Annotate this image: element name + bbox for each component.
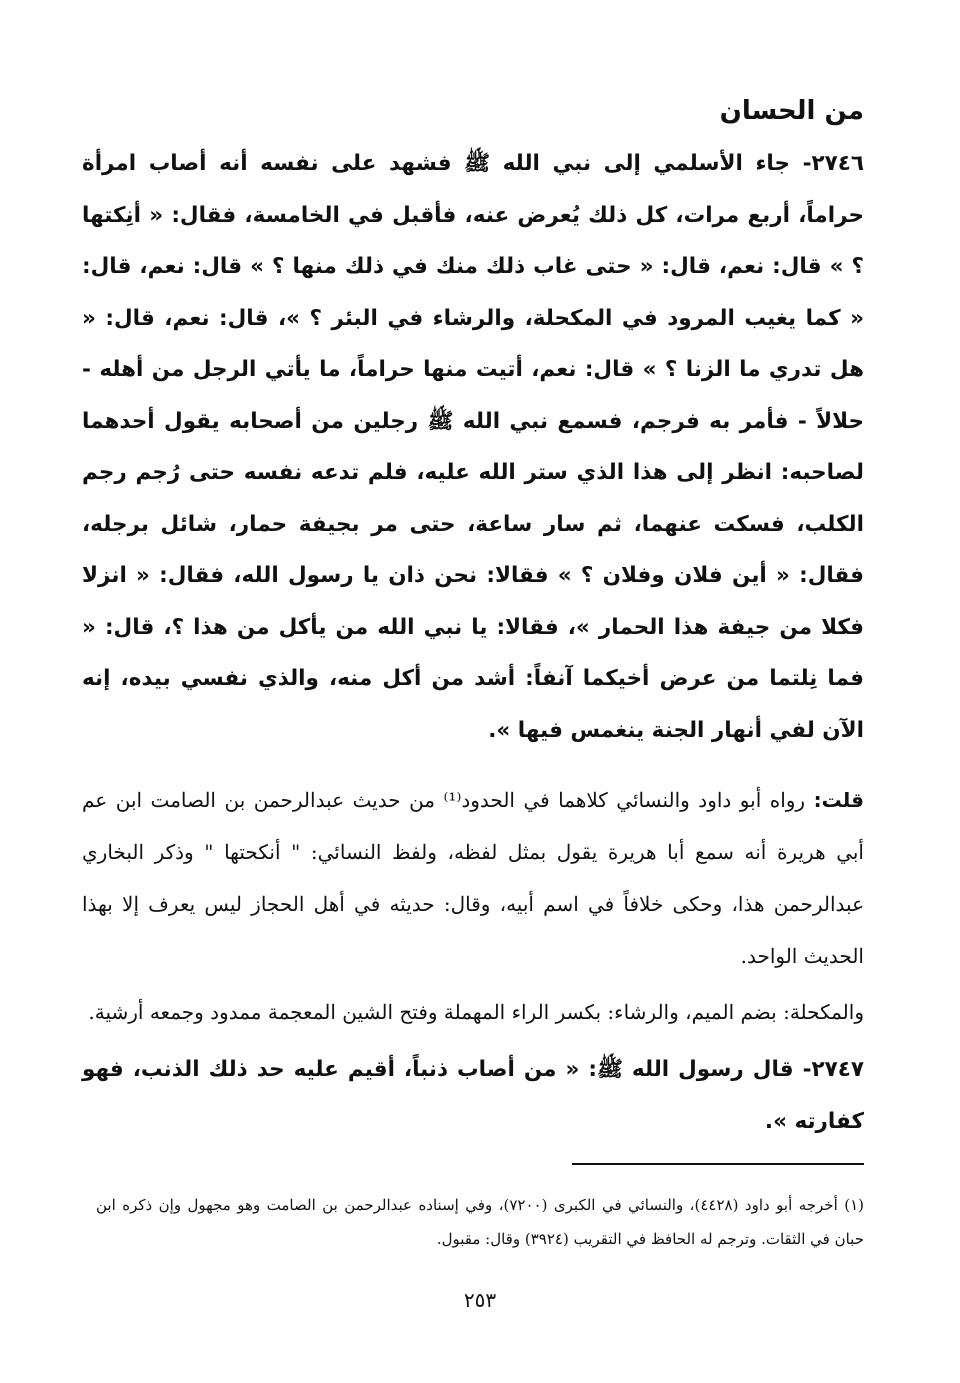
hadith-2746: ٢٧٤٦- جاء الأسلمي إلى نبي الله ﷺ فشهد على نفسه أنه أصاب امرأة حراماً، أربع مرات، كل ذلك يُعرض عنه، فأقبل في الخامسة، فقال: « أنِكتها ؟ » قال: نعم، قال: « حتى غاب ذلك منك في ذلك منها ؟ » قال: نعم، قال: « كما يغيب المرود في المكحلة، والرشاء في البئر ؟ »، قال: نعم، قال: « هل تدري ما الزنا ؟ » قال: نعم، أتيت منها حراماً، ما يأتي الرجل من أهله - حلالاً - فأمر به فرجم، فسمع نبي الله ﷺ رجلين من أصحابه يقول أحدهما لصاحبه: انظر إلى هذا الذي ستر الله عليه، فلم تدعه نفسه حتى رُجم رجم الكلب، فسكت عنهما، ثم سار ساعة، حتى مر بجيفة حمار، شائل برجله، فقال: « أين فلان وفلان ؟ » فقالا: نحن ذان يا رسول الله، فقال: « انزلا فكلا من جيفة هذا الحمار »، فقالا: يا نبي الله من يأكل من هذا ؟، قال: « فما نِلتما من عرض أخيكما آنفاً: أشد من أكل منه، والذي نفسي بيده، إنه الآن لفي أنهار الجنة ينغمس فيها ». <box>82 151 864 743</box>
commentary-paragraph <box>82 774 864 982</box>
glossary-paragraph: والمكحلة: بضم الميم، والرشاء: بكسر الراء المهملة وفتح الشين المعجمة ممدود وجمعه أرشية. <box>88 1000 864 1024</box>
page-body <box>82 88 864 1147</box>
spacer <box>82 756 864 774</box>
commentary-text: رواه أبو داود والنسائي كلاهما في الحدود⁽¹⁾ من حديث عبدالرحمن بن الصامت ابن عم أبي هريرة أنه سمع أبا هريرة يقول بمثل لفظه، ولفظ النسائي: " أنكحتها " وذكر البخاري عبدالرحمن هذا، وحكى خلافاً في اسم أبيه، وقال: حديثه في أهل الحجاز ليس يعرف إلا بهذا الحديث الواحد. <box>82 788 864 968</box>
hadith-2747: ٢٧٤٧- قال رسول الله ﷺ: « من أصاب ذنباً، أقيم عليه حد ذلك الذنب، فهو كفارته ». <box>82 1057 864 1134</box>
footnote-1: (١) أخرجه أبو داود (٤٤٢٨)، والنسائي في الكبرى (٧٢٠٠)، وفي إسناده عبدالرحمن بن الصامت وهو مجهول وإن ذكره ابن حبان في الثقات. وترجم له الحافظ في التقريب (٣٩٢٤) وقال: مقبول. <box>96 1196 864 1248</box>
footnote-divider <box>572 1163 864 1165</box>
page-number: ٢٥٣ <box>463 1288 497 1312</box>
commentary-lead: قلت: <box>813 788 865 812</box>
section-title: من الحسان <box>719 96 864 126</box>
